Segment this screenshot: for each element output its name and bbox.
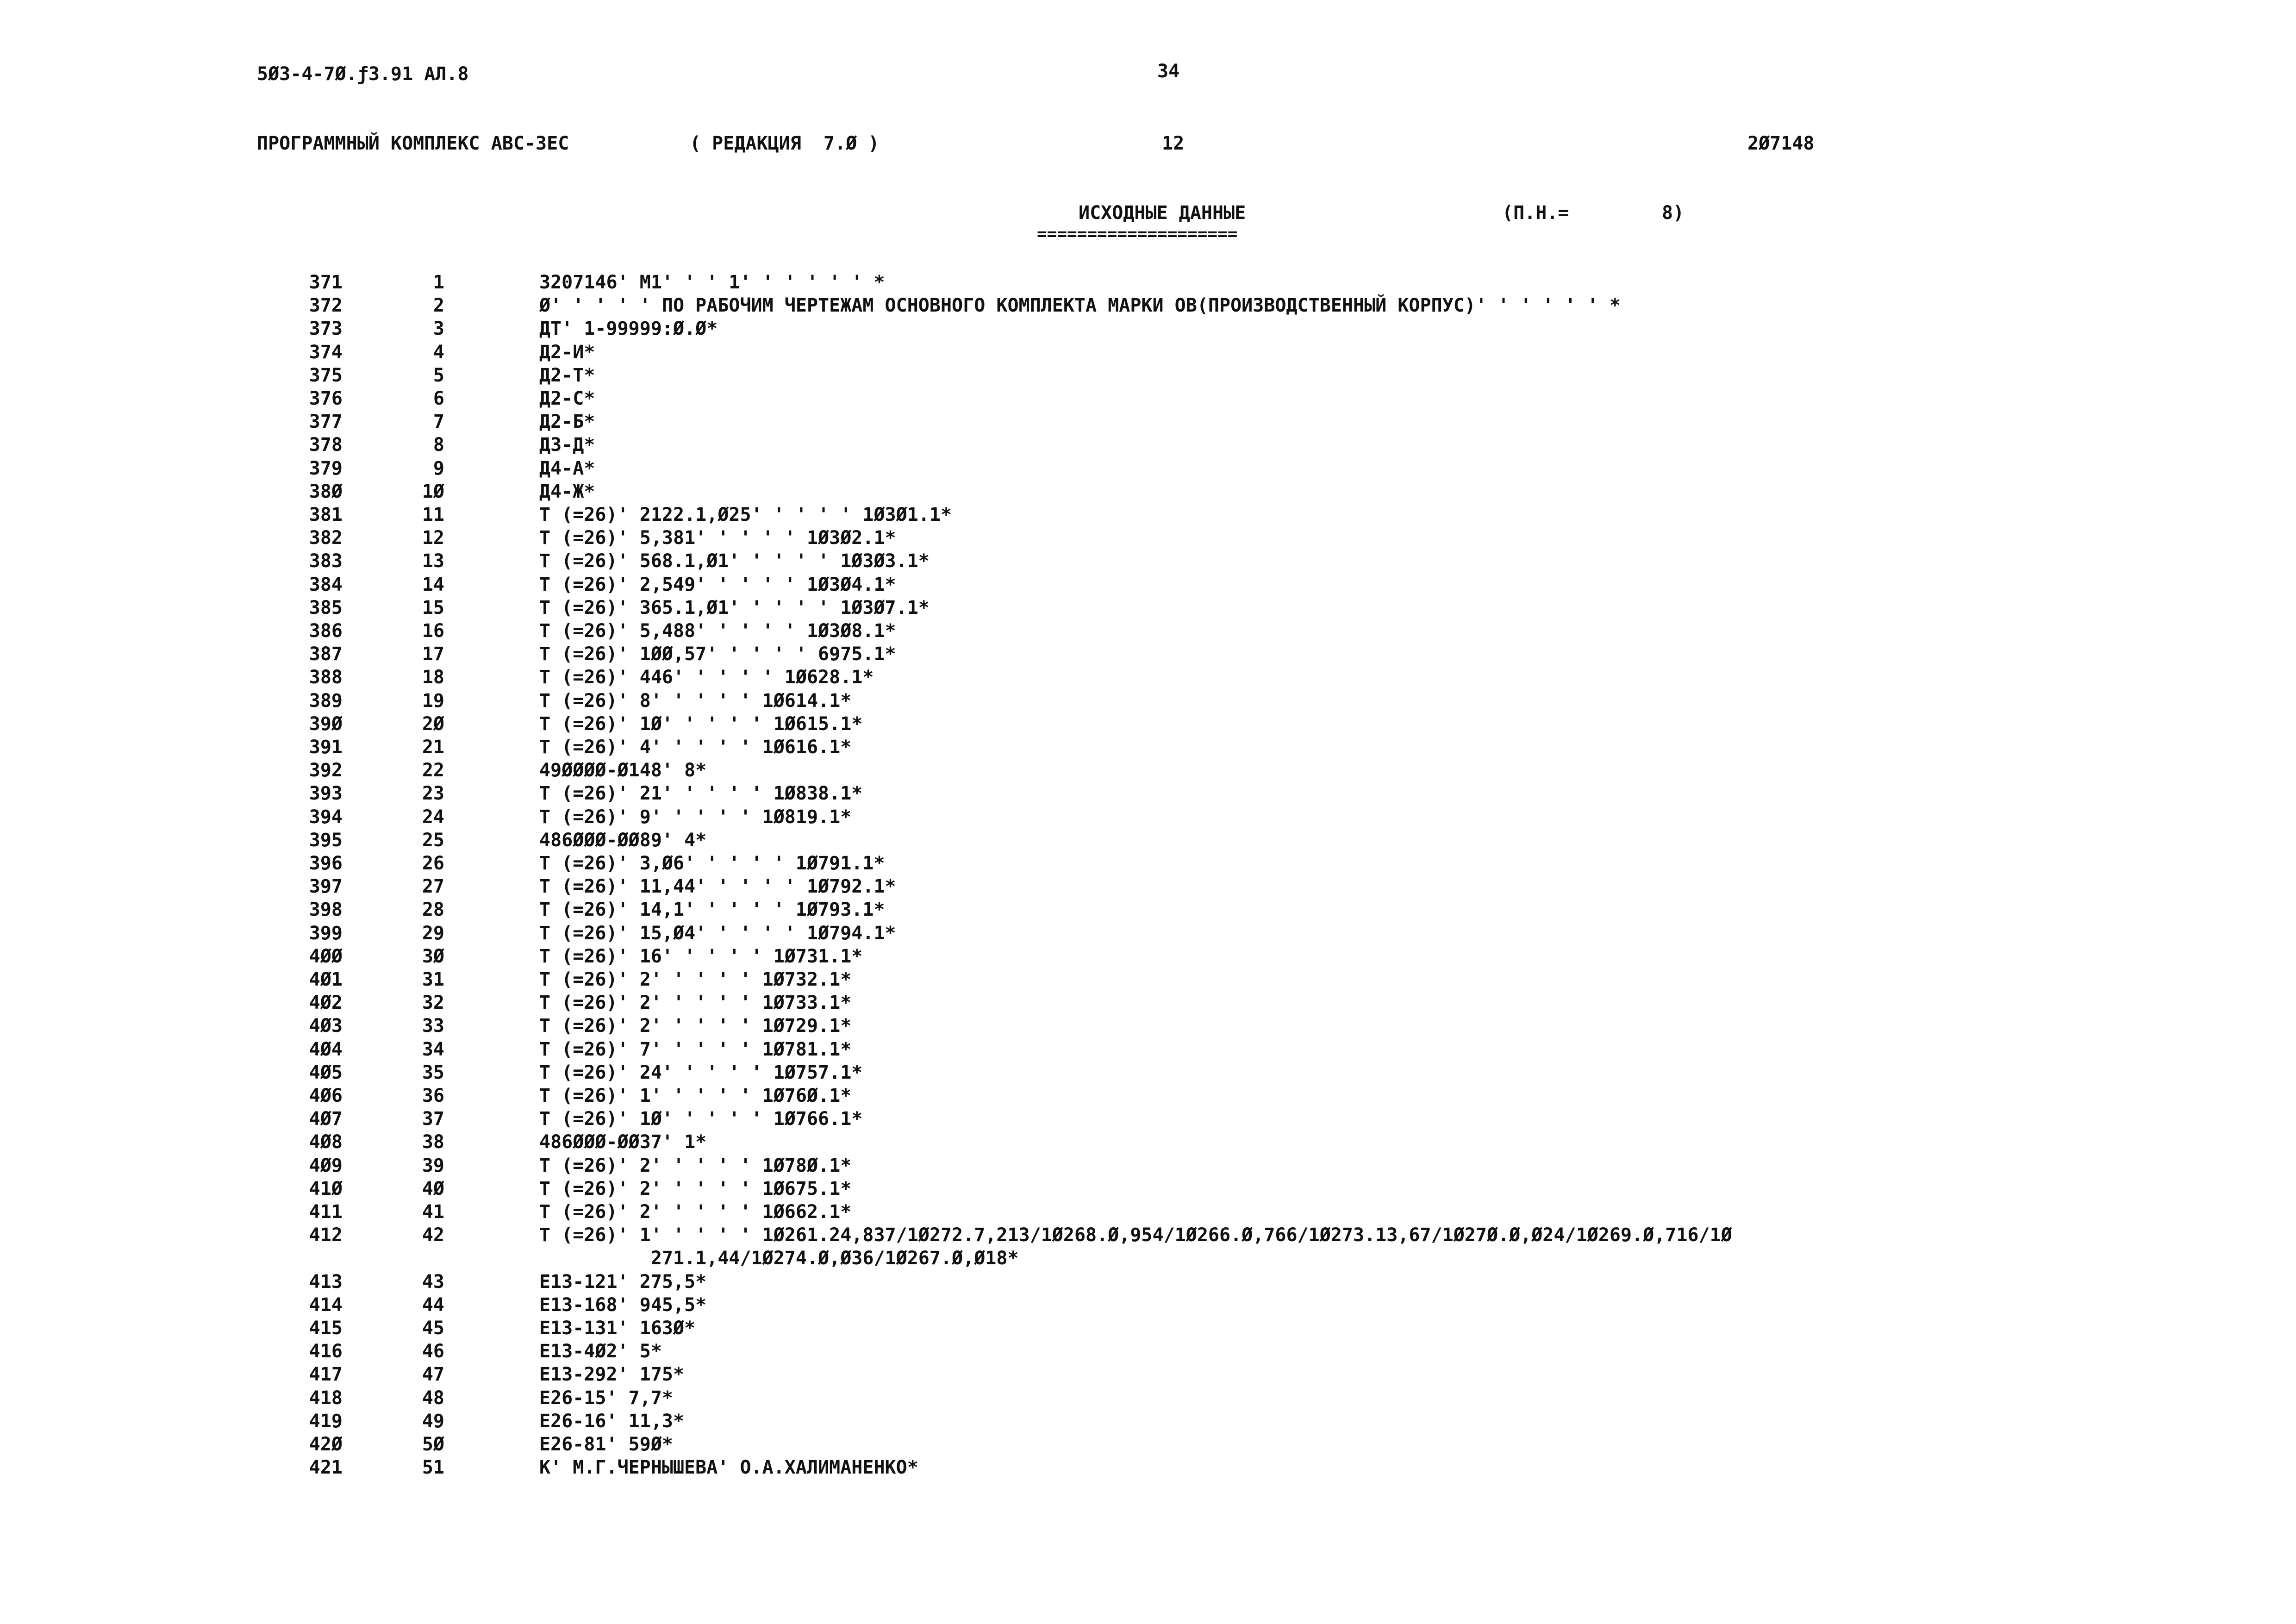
line-number: 373	[309, 318, 343, 339]
title-underline: ====================	[1037, 225, 1238, 244]
item-number: 34	[422, 1039, 444, 1060]
item-number: 6	[433, 388, 444, 409]
line-text: 3207146' М1' ' ' 1' ' ' ' ' ' *	[539, 272, 885, 293]
line-number: 41Ø	[309, 1178, 343, 1199]
section-title: ИСХОДНЫЕ ДАННЫЕ	[1079, 202, 1246, 224]
item-number: 18	[422, 667, 444, 688]
line-number: 377	[309, 411, 343, 432]
line-text: Т (=26)' 2' ' ' ' ' 1Ø733.1*	[539, 992, 852, 1013]
item-number: 38	[422, 1131, 444, 1153]
line-number: 388	[309, 667, 343, 688]
item-number: 3	[433, 318, 444, 339]
line-text: 49ØØØØ-Ø148' 8*	[539, 760, 707, 781]
item-number: 43	[422, 1271, 444, 1293]
line-number: 4ØØ	[309, 946, 343, 967]
item-number: 7	[433, 411, 444, 432]
line-number: 399	[309, 923, 343, 944]
item-number: 24	[422, 806, 444, 828]
line-text: Т (=26)' 14,1' ' ' ' ' 1Ø793.1*	[539, 899, 885, 920]
line-text: Е26-81' 59Ø*	[539, 1434, 673, 1455]
line-number: 395	[309, 830, 343, 851]
item-number: 27	[422, 876, 444, 897]
item-number: 4	[433, 342, 444, 363]
item-number: 5Ø	[422, 1434, 444, 1455]
item-number: 16	[422, 620, 444, 642]
section-number: 12	[1162, 133, 1185, 154]
line-text: Е26-16' 11,3*	[539, 1411, 685, 1432]
line-number: 375	[309, 365, 343, 386]
line-text: Т (=26)' 2,549' ' ' ' ' 1Ø3Ø4.1*	[539, 574, 896, 595]
item-number: 3Ø	[422, 946, 444, 967]
line-text: Д2-И*	[539, 342, 595, 363]
line-number: 379	[309, 458, 343, 479]
item-number: 51	[422, 1457, 444, 1478]
line-number: 383	[309, 550, 343, 572]
line-number: 382	[309, 527, 343, 549]
line-text: Т (=26)' 11,44' ' ' ' ' 1Ø792.1*	[539, 876, 896, 897]
line-number: 42Ø	[309, 1434, 343, 1455]
line-text: Т (=26)' 16' ' ' ' ' 1Ø731.1*	[539, 946, 863, 967]
item-number: 17	[422, 643, 444, 665]
line-text: Е13-292' 175*	[539, 1364, 685, 1385]
item-number: 29	[422, 923, 444, 944]
line-text: Т (=26)' 2' ' ' ' ' 1Ø78Ø.1*	[539, 1155, 852, 1176]
line-number: 376	[309, 388, 343, 409]
item-number: 15	[422, 597, 444, 618]
line-text: Е13-121' 275,5*	[539, 1271, 707, 1293]
line-text: Т (=26)' 365.1,Ø1' ' ' ' ' 1Ø3Ø7.1*	[539, 597, 930, 618]
item-number: 48	[422, 1387, 444, 1409]
line-number: 392	[309, 760, 343, 781]
item-number: 39	[422, 1155, 444, 1176]
line-number: 391	[309, 737, 343, 758]
line-number: 381	[309, 504, 343, 525]
line-number: 398	[309, 899, 343, 920]
item-number: 23	[422, 783, 444, 804]
item-number: 1	[433, 272, 444, 293]
line-text: 271.1,44/1Ø274.Ø,Ø36/1Ø267.Ø,Ø18*	[539, 1248, 1019, 1269]
item-number: 46	[422, 1341, 444, 1362]
line-text: 486ØØØ-ØØ89' 4*	[539, 830, 707, 851]
line-number: 371	[309, 272, 343, 293]
line-number: 385	[309, 597, 343, 618]
line-text: ДТ' 1-99999:Ø.Ø*	[539, 318, 718, 339]
line-text: Д4-А*	[539, 458, 595, 479]
line-text: Е26-15' 7,7*	[539, 1387, 673, 1409]
line-number: 396	[309, 853, 343, 874]
line-number: 378	[309, 434, 343, 456]
line-text: Е13-168' 945,5*	[539, 1294, 707, 1316]
line-text: Е13-4Ø2' 5*	[539, 1341, 662, 1362]
line-text: Т (=26)' 2122.1,Ø25' ' ' ' ' 1Ø3Ø1.1*	[539, 504, 952, 525]
item-number: 1Ø	[422, 481, 444, 502]
item-number: 36	[422, 1085, 444, 1106]
document-code: 5Ø3-4-7Ø.ƒ3.91 АЛ.8	[257, 63, 469, 85]
line-number: 372	[309, 295, 343, 316]
item-number: 45	[422, 1318, 444, 1339]
line-number: 4Ø9	[309, 1155, 343, 1176]
line-number: 416	[309, 1341, 343, 1362]
item-number: 14	[422, 574, 444, 595]
pn-label: (П.Н.=	[1502, 202, 1569, 224]
item-number: 26	[422, 853, 444, 874]
line-text: Д3-Д*	[539, 434, 595, 456]
line-text: Т (=26)' 7' ' ' ' ' 1Ø781.1*	[539, 1039, 852, 1060]
line-number: 413	[309, 1271, 343, 1293]
item-number: 9	[433, 458, 444, 479]
line-text: Т (=26)' 21' ' ' ' ' 1Ø838.1*	[539, 783, 863, 804]
job-number: 2Ø7148	[1747, 133, 1815, 154]
line-number: 4Ø4	[309, 1039, 343, 1060]
line-text: Т (=26)' 2' ' ' ' ' 1Ø662.1*	[539, 1201, 852, 1223]
item-number: 2	[433, 295, 444, 316]
item-number: 35	[422, 1062, 444, 1083]
line-number: 4Ø2	[309, 992, 343, 1013]
item-number: 11	[422, 504, 444, 525]
item-number: 41	[422, 1201, 444, 1223]
line-number: 38Ø	[309, 481, 343, 502]
item-number: 31	[422, 969, 444, 990]
item-number: 4Ø	[422, 1178, 444, 1199]
line-text: Т (=26)' 1' ' ' ' ' 1Ø76Ø.1*	[539, 1085, 852, 1106]
line-number: 415	[309, 1318, 343, 1339]
item-number: 22	[422, 760, 444, 781]
line-text: Д2-С*	[539, 388, 595, 409]
item-number: 47	[422, 1364, 444, 1385]
item-number: 28	[422, 899, 444, 920]
line-number: 386	[309, 620, 343, 642]
item-number: 42	[422, 1224, 444, 1246]
line-number: 4Ø6	[309, 1085, 343, 1106]
line-number: 39Ø	[309, 713, 343, 735]
line-text: Т (=26)' 5,381' ' ' ' ' 1Ø3Ø2.1*	[539, 527, 896, 549]
line-number: 414	[309, 1294, 343, 1316]
line-text: Д2-Т*	[539, 365, 595, 386]
line-number: 4Ø5	[309, 1062, 343, 1083]
line-number: 397	[309, 876, 343, 897]
line-number: 4Ø7	[309, 1108, 343, 1130]
item-number: 8	[433, 434, 444, 456]
line-number: 417	[309, 1364, 343, 1385]
line-number: 374	[309, 342, 343, 363]
item-number: 2Ø	[422, 713, 444, 735]
item-number: 25	[422, 830, 444, 851]
line-text: Т (=26)' 5,488' ' ' ' ' 1Ø3Ø8.1*	[539, 620, 896, 642]
page-number: 34	[1157, 61, 1180, 82]
line-text: 486ØØØ-ØØ37' 1*	[539, 1131, 707, 1153]
item-number: 5	[433, 365, 444, 386]
item-number: 37	[422, 1108, 444, 1130]
line-number: 387	[309, 643, 343, 665]
item-number: 33	[422, 1015, 444, 1037]
line-text: Е13-131' 163Ø*	[539, 1318, 696, 1339]
line-text: Д2-Б*	[539, 411, 595, 432]
program-name: ПРОГРАММНЫЙ КОМПЛЕКС АВС-3ЕС	[257, 133, 569, 154]
item-number: 32	[422, 992, 444, 1013]
line-text: Т (=26)' 1Ø' ' ' ' ' 1Ø615.1*	[539, 713, 863, 735]
line-number: 4Ø3	[309, 1015, 343, 1037]
line-number: 418	[309, 1387, 343, 1409]
line-number: 411	[309, 1201, 343, 1223]
line-text: Т (=26)' 1Ø' ' ' ' ' 1Ø766.1*	[539, 1108, 863, 1130]
line-text: К' М.Г.ЧЕРНЫШЕВА' О.А.ХАЛИМАНЕНКО*	[539, 1457, 918, 1478]
line-number: 4Ø1	[309, 969, 343, 990]
item-number: 44	[422, 1294, 444, 1316]
line-text: Т (=26)' 446' ' ' ' ' 1Ø628.1*	[539, 667, 874, 688]
program-edition: ( РЕДАКЦИЯ 7.Ø )	[690, 133, 880, 154]
line-number: 393	[309, 783, 343, 804]
item-number: 49	[422, 1411, 444, 1432]
line-text: Т (=26)' 3,Ø6' ' ' ' ' 1Ø791.1*	[539, 853, 885, 874]
line-text: Т (=26)' 24' ' ' ' ' 1Ø757.1*	[539, 1062, 863, 1083]
line-text: Т (=26)' 2' ' ' ' ' 1Ø675.1*	[539, 1178, 852, 1199]
line-text: Т (=26)' 2' ' ' ' ' 1Ø729.1*	[539, 1015, 852, 1037]
line-text: Т (=26)' 1' ' ' ' ' 1Ø261.24,837/1Ø272.7,213/1Ø268.Ø,954/1Ø266.Ø,766/1Ø273.13,67/1Ø27Ø.Ø,Ø24/1Ø269.Ø,716/1Ø	[539, 1224, 1732, 1246]
item-number: 13	[422, 550, 444, 572]
line-number: 394	[309, 806, 343, 828]
item-number: 21	[422, 737, 444, 758]
line-number: 4Ø8	[309, 1131, 343, 1153]
item-number: 19	[422, 690, 444, 712]
pn-value: 8)	[1662, 202, 1685, 224]
line-number: 412	[309, 1224, 343, 1246]
line-text: Т (=26)' 2' ' ' ' ' 1Ø732.1*	[539, 969, 852, 990]
line-number: 421	[309, 1457, 343, 1478]
line-number: 384	[309, 574, 343, 595]
line-text: Т (=26)' 1ØØ,57' ' ' ' ' 6975.1*	[539, 643, 896, 665]
line-text: Т (=26)' 568.1,Ø1' ' ' ' ' 1Ø3Ø3.1*	[539, 550, 930, 572]
line-text: Д4-Ж*	[539, 481, 595, 502]
line-text: Т (=26)' 15,Ø4' ' ' ' ' 1Ø794.1*	[539, 923, 896, 944]
line-text: Т (=26)' 8' ' ' ' ' 1Ø614.1*	[539, 690, 852, 712]
line-text: Ø' ' ' ' ' ПО РАБОЧИМ ЧЕРТЕЖАМ ОСНОВНОГО КОМПЛЕКТА МАРКИ ОВ(ПРОИЗВОДСТВЕННЫЙ КОРПУС)' ' ' ' ' ' *	[539, 295, 1621, 316]
line-text: Т (=26)' 4' ' ' ' ' 1Ø616.1*	[539, 737, 852, 758]
line-text: Т (=26)' 9' ' ' ' ' 1Ø819.1*	[539, 806, 852, 828]
line-number: 389	[309, 690, 343, 712]
line-number: 419	[309, 1411, 343, 1432]
item-number: 12	[422, 527, 444, 549]
